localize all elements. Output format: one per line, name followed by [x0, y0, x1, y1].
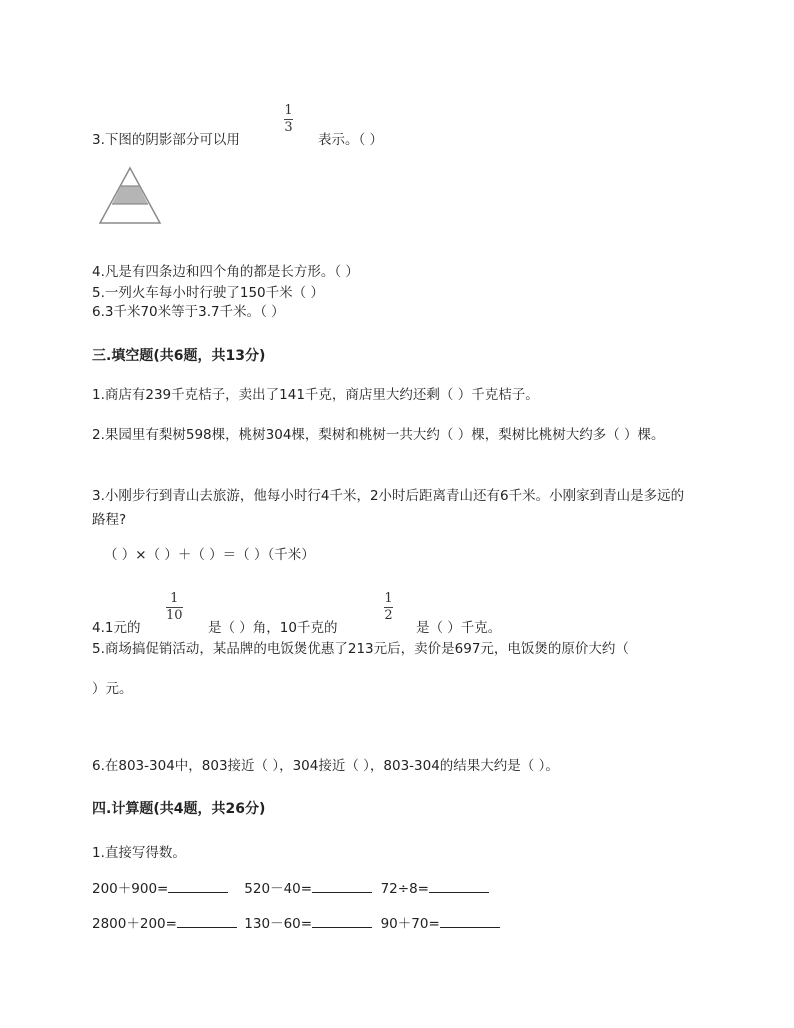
answer-blank[interactable]	[168, 878, 228, 893]
calc-item	[92, 913, 240, 934]
calc-expression: 520－40=	[244, 881, 313, 897]
calc-row-1	[92, 878, 489, 899]
judge-q5: 5.一列火车每小时行驶了150千米（ ）	[92, 285, 324, 301]
shaded-region	[112, 186, 148, 204]
calc-expression: 90＋70=	[380, 916, 440, 932]
fraction-denominator: 3	[284, 120, 293, 135]
section3-title: 三.填空题(共6题，共13分)	[92, 348, 266, 364]
answer-blank[interactable]	[440, 913, 500, 928]
fraction-one-half	[384, 592, 393, 623]
fill-q4-part1: 4.1元的	[92, 620, 141, 636]
shaded-triangle-figure	[98, 166, 162, 226]
calc-expression: 72÷8=	[380, 881, 429, 897]
judge-q3	[92, 130, 240, 150]
calc-expression: 2800＋200=	[92, 916, 177, 932]
calc-item	[244, 878, 376, 899]
calc-item	[92, 878, 240, 899]
judge-q4: 4.凡是有四条边和四个角的都是长方形。（ ）	[92, 264, 359, 280]
fill-q5-line2: ）元。	[92, 681, 133, 697]
calc-q1: 1.直接写得数。	[92, 845, 186, 861]
fill-q3-formula: （ ）×（ ）＋（ ）＝（ ）（千米）	[104, 547, 315, 563]
fill-q4-part3: 是（ ）千克。	[416, 620, 502, 636]
fill-q2: 2.果园里有梨树598棵，桃树304棵，梨树和桃树一共大约（ ）棵，梨树比桃树大约多（ ）棵。	[92, 427, 665, 443]
fraction-denominator: 10	[166, 608, 183, 623]
judge-q3-text-before: 3.下图的阴影部分可以用	[92, 132, 240, 148]
fill-q4-part2: 是（ ）角，10千克的	[208, 620, 338, 636]
fill-q6: 6.在803-304中，803接近（ ），304接近（ ），803-304的结果大约是（ ）。	[92, 758, 559, 774]
judge-q3-text-after: 表示。（ ）	[318, 132, 384, 148]
fraction-one-tenth	[166, 592, 183, 623]
fraction-numerator: 1	[170, 591, 179, 606]
fraction-one-third	[284, 104, 293, 135]
fraction-numerator: 1	[284, 103, 293, 118]
calc-expression: 200＋900=	[92, 881, 169, 897]
fill-q5-line1: 5.商场搞促销活动，某品牌的电饭煲优惠了213元后，卖价是697元，电饭煲的原价大约（	[92, 641, 629, 657]
fraction-numerator: 1	[384, 591, 393, 606]
answer-blank[interactable]	[429, 878, 489, 893]
answer-blank[interactable]	[312, 878, 372, 893]
calc-item	[244, 913, 376, 934]
fill-q3: 3.小刚步行到青山去旅游，他每小时行4千米，2小时后距离青山还有6千米。小刚家到青山是多远的路程?	[92, 488, 685, 528]
fraction-denominator: 2	[384, 608, 393, 623]
calc-expression: 130－60=	[244, 916, 313, 932]
fill-q1: 1.商店有239千克桔子，卖出了141千克，商店里大约还剩（ ）千克桔子。	[92, 387, 539, 403]
calc-row-2	[92, 913, 500, 934]
calc-item	[381, 913, 500, 934]
judge-q6: 6.3千米70米等于3.7千米。（ ）	[92, 304, 285, 320]
section4-title: 四.计算题(共4题，共26分)	[92, 801, 266, 817]
calc-item	[381, 878, 489, 899]
answer-blank[interactable]	[312, 913, 372, 928]
answer-blank[interactable]	[177, 913, 237, 928]
